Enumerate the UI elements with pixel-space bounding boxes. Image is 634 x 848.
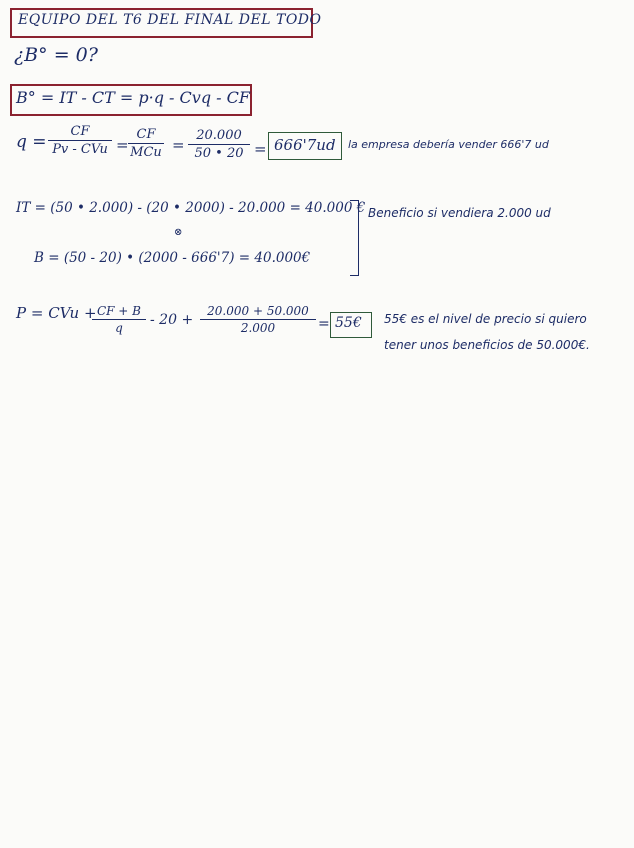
p-frac1-den: q <box>115 321 123 335</box>
p-note-line-2: tener unos beneficios de 50.000€. <box>384 338 590 352</box>
b-expression: B = (50 - 20) • (2000 - 666'7) = 40.000€ <box>34 250 311 266</box>
q-note: la empresa debería vender 666'7 ud <box>348 138 549 151</box>
p-mid: - 20 + <box>150 312 194 328</box>
q-eq2: = <box>172 136 185 154</box>
it-marker: ⊗ <box>174 227 183 238</box>
q-fraction-3 <box>188 128 250 161</box>
q-frac2-num: CF <box>128 127 164 144</box>
q-frac3-den: 50 • 20 <box>194 146 244 161</box>
p-result: 55€ <box>335 315 362 331</box>
it-bracket <box>350 200 359 276</box>
p-fraction-2 <box>200 304 316 335</box>
q-lhs: q = <box>16 132 47 152</box>
p-note-line-1: 55€ es el nivel de precio si quiero <box>384 312 587 326</box>
q-fraction-2 <box>128 127 164 160</box>
q-frac1-num: CF <box>48 124 112 141</box>
q-frac2-den: MCu <box>130 145 162 160</box>
q-result: 666'7ud <box>274 136 336 154</box>
page-title: EQUIPO DEL T6 DEL FINAL DEL TODO <box>18 12 322 28</box>
q-fraction-1 <box>48 124 112 157</box>
it-expression: IT = (50 • 2.000) - (20 • 2000) - 20.000 = 40.000 € <box>16 200 366 216</box>
profit-formula: B° = IT - CT = p·q - Cvq - CF <box>16 88 250 107</box>
p-eq: = <box>318 316 330 332</box>
p-frac2-den: 2.000 <box>240 321 276 335</box>
q-frac1-den: Pv - CVu <box>52 142 108 157</box>
p-frac2-num: 20.000 + 50.000 <box>200 304 316 320</box>
p-frac1-num: CF + B <box>92 304 146 320</box>
q-eq1: = <box>116 136 129 154</box>
p-lhs: P = CVu + <box>16 304 97 322</box>
q-eq3: = <box>254 140 267 158</box>
question-text: ¿B° = 0? <box>14 44 98 66</box>
p-fraction-1 <box>92 304 146 335</box>
q-frac3-num: 20.000 <box>188 128 250 145</box>
it-note: Beneficio si vendiera 2.000 ud <box>368 206 551 220</box>
